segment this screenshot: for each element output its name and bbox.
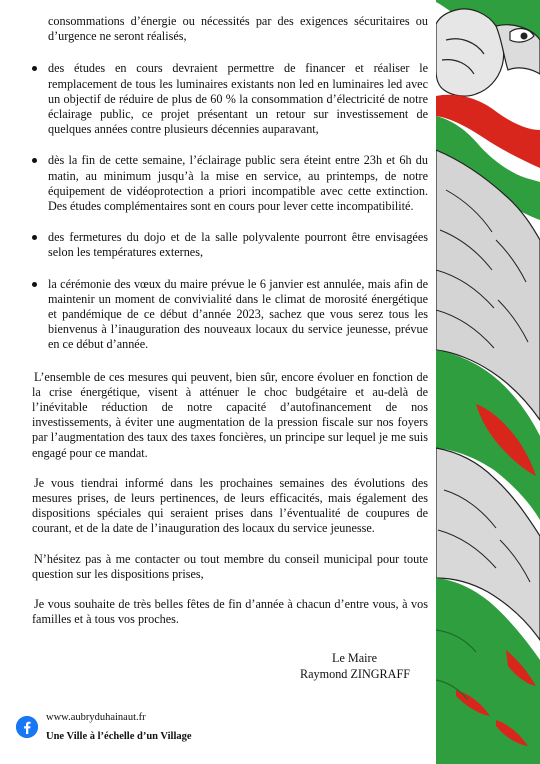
list-item <box>32 153 428 214</box>
list-item-continuation <box>32 14 428 44</box>
list-item <box>32 61 428 137</box>
paragraph-wishes: Je vous souhaite de très belles fêtes de fin d’année à chacun d’entre vous, à vos familles et à tous vos proches. <box>32 597 428 627</box>
paragraph-information: Je vous tiendrai informé dans les prochaines semaines des évolutions des mesures prises, de leurs pertinences, de leurs efficacités, mais également des dispositions spéciales qui seraient prises dans l’éventualité de coupures de courant, et de la date de l’inauguration des locaux du service jeunesse. <box>32 475 428 536</box>
website-link[interactable]: www.aubryduhainaut.fr <box>46 712 146 723</box>
paragraph-measures: L’ensemble de ces mesures qui peuvent, bien sûr, encore évoluer en fonction de la crise énergétique, visent à atténuer le choc budgétaire et au-delà de l’inévitable réduction de notre capacité d’autofinancement de nos investissements, à éviter une augmentation de la pression fiscale sur nos foyers par l’augmentation des taux des taxes foncières, un principe sur lequel je me suis engagé pour ce mandat. <box>32 369 428 460</box>
bullet-dot <box>32 158 37 163</box>
heraldic-illustration <box>436 0 540 764</box>
paragraph-contact: N’hésitez pas à me contacter ou tout membre du conseil municipal pour toute question sur les dispositions prises, <box>32 551 428 581</box>
signature-block <box>300 650 440 682</box>
signature-title: Le Maire <box>332 651 378 665</box>
list-item-text: consommations d’énergie ou nécessités par des exigences sécuritaires ou d’urgence ne seront réalisés, <box>48 14 428 44</box>
measures-list <box>32 14 428 353</box>
bullet-dot <box>32 235 37 240</box>
bullet-dot <box>32 282 37 287</box>
list-item <box>32 277 428 353</box>
bullet-dot <box>32 66 37 71</box>
town-motto: Une Ville à l’échelle d’un Village <box>46 731 192 742</box>
list-item-text: des fermetures du dojo et de la salle polyvalente pourront être envisagées selon les températures externes, <box>48 230 428 260</box>
letter-body <box>32 14 428 643</box>
list-item-text: des études en cours devraient permettre de financer et réaliser le remplacement de tous les luminaires existants non led en luminaires led avec un objectif de réduire de plus de 60 % la consommation d’électricité de notre éclairage public, ce projet présentant un retour sur investissement de quelques années contre plusieurs décennies auparavant, <box>48 61 428 137</box>
list-item-text: dès la fin de cette semaine, l’éclairage public sera éteint entre 23h et 6h du matin, au minimum jusqu’à la mise en service, au printemps, de notre équipement de vidéoprotection a priori incompatible avec cette extinction. Des études complémentaires sont en cours pour lever cette incompatibilité. <box>48 153 428 214</box>
facebook-icon[interactable] <box>16 716 38 738</box>
list-item <box>32 230 428 260</box>
signature-name: Raymond ZINGRAFF <box>300 667 411 681</box>
list-item-text: la cérémonie des vœux du maire prévue le 6 janvier est annulée, mais afin de maintenir un moment de convivialité dans le climat de morosité énergétique et pandémique de ce début d’année 2023, sachez que vous serez tous les bienvenus à l’inauguration des nouveaux locaux du service jeunesse, prévue en ce début d’année. <box>48 276 428 352</box>
decorative-band <box>436 0 540 764</box>
